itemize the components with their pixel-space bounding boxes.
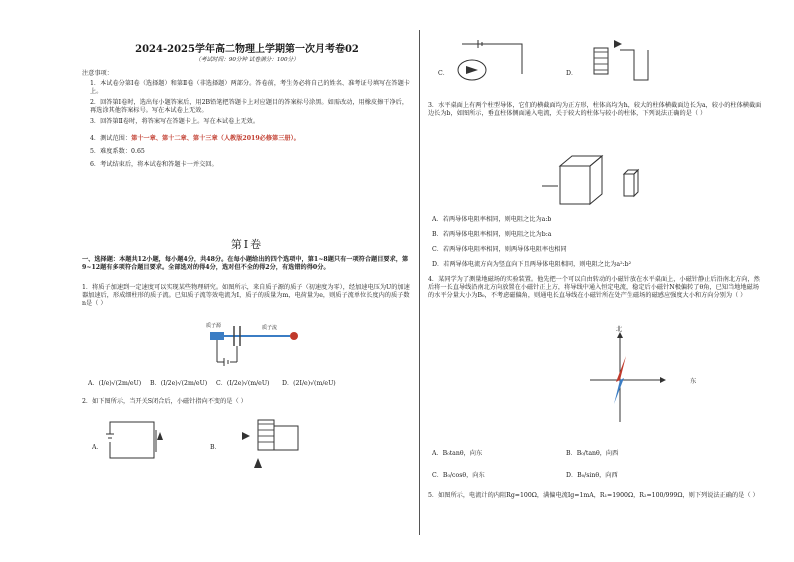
compass-diagram bbox=[560, 332, 700, 432]
east-label: 东 bbox=[690, 378, 697, 385]
q3-option-d[interactable]: D．若两导体电流方向为竖直向下且两导体电阻相同，则电阻之比为a²:b² bbox=[432, 261, 632, 268]
note-scope-label: 4．测试范围： bbox=[90, 135, 132, 142]
page-title: 2024-2025学年高二物理上学期第一次月考卷02 bbox=[135, 44, 359, 55]
q3-option-a[interactable]: A．若两导体电阻率相同，则电阻之比为a:b bbox=[432, 216, 552, 223]
q1-option-a[interactable]: A．(I/e)√(2m/eU) bbox=[88, 380, 142, 387]
q2-circuit-d bbox=[580, 38, 670, 88]
q1-option-c[interactable]: C．(I/2e)√(m/eU) bbox=[216, 380, 270, 387]
q4-option-b[interactable]: B．B₀/tanθ，向西 bbox=[566, 450, 619, 457]
proton-stream-label: 质子流 bbox=[262, 325, 278, 331]
q4-option-d[interactable]: D．B₀/sinθ，向西 bbox=[566, 472, 618, 479]
question-2: 2．如下图所示，当开关S闭合后，小磁针指向不变的是（ ） bbox=[82, 398, 247, 405]
question-5: 5．如图所示，电流计的内阻Rg=100Ω，满偏电流Ig=1mA，R₁=1900Ω，R₂=100/999Ω，则下列说法正确的是（ ） bbox=[428, 492, 759, 499]
q2-option-d[interactable]: D． bbox=[566, 70, 578, 77]
q2-option-c[interactable]: C． bbox=[438, 70, 449, 77]
q2-circuit-b bbox=[228, 412, 308, 472]
section-intro: 一、选择题：本题共12小题，每小题4分，共48分。在每小题给出的四个选项中，第1~8题只有一项符合题目要求，第9~12题有多项符合题目要求。全部选对的得4分，选对但不全的得2分，有选错的得0分。 bbox=[82, 256, 409, 271]
conductor-blocks-diagram bbox=[540, 148, 660, 210]
q3-option-c[interactable]: C．若两导体电阻率相同，则两导体电阻率也相同 bbox=[432, 246, 567, 253]
north-label: 北 bbox=[616, 326, 623, 333]
question-1: 1．将质子加速到一定速度可以实现某些物理研究。如图所示，来自质子源的质子（初速度为零），经加速电压为U的加速器加速后，形成细柱形的质子流。已知质子流等效电流为I，质子的质量为m，电荷量为e，则质子流单位长度内的质子数n是（ ） bbox=[82, 284, 410, 307]
q2-option-a[interactable]: A． bbox=[92, 444, 103, 451]
note-item: 6．考试结束后，将本试卷和答题卡一并交回。 bbox=[90, 161, 218, 168]
q3-option-b[interactable]: B．若两导体电阻率相同，则电阻之比为b:a bbox=[432, 231, 552, 238]
note-item: 5．难度系数：0.65 bbox=[90, 148, 145, 155]
note-scope: 第十一章、第十二章、第十三章（人教版2019必修第三册）。 bbox=[131, 135, 300, 142]
column-divider bbox=[419, 30, 420, 535]
section-title: 第Ⅰ卷 bbox=[230, 238, 264, 251]
exam-meta: （考试时间：90分钟 试卷满分：100分） bbox=[195, 57, 299, 63]
q2-option-b[interactable]: B． bbox=[210, 444, 221, 451]
q4-option-a[interactable]: A．B₀tanθ，向东 bbox=[432, 450, 483, 457]
q4-option-c[interactable]: C．B₀/cosθ，向东 bbox=[432, 472, 485, 479]
q1-option-b[interactable]: B．(I/2e)√(2m/eU) bbox=[150, 380, 208, 387]
proton-source-label: 质子源 bbox=[206, 323, 222, 329]
note-item: 3．回答第Ⅱ卷时，将答案写在答题卡上。写在本试卷上无效。 bbox=[90, 118, 260, 125]
note-item: 2．回答第Ⅰ卷时，选出每小题答案后，用2B铅笔把答题卡上对应题目的答案标号涂黑。如需改动，用橡皮擦干净后，再选涂其他答案标号。写在本试卷上无效。 bbox=[90, 99, 409, 114]
note-item: 1．本试卷分第Ⅰ卷（选择题）和第Ⅱ卷（非选择题）两部分。答卷前，考生务必将自己的姓名、准考证号填写在答题卡上。 bbox=[90, 80, 410, 95]
q1-option-d[interactable]: D．(2I/e)√(m/eU) bbox=[282, 380, 336, 387]
question-4: 4．某同学为了测量地磁场的实验装置。他先把一个可以自由转动的小磁针放在水平桌面上，小磁针静止后沿南北方向，然后将一长直导线沿南北方向放置在小磁针正上方，将导线中通入恒定电流，稳定后小磁针N极偏转了θ角，已知当地地磁场的水平分量大小为B₀，不考虑磁偏角，则通电长直导线在小磁针所在处产生磁场的磁感应强度大小和方向分别为（ ） bbox=[428, 276, 760, 299]
question-3: 3．水平桌面上有两个柱型导体，它们的横截面均为正方形，柱体高均为h，较大的柱体横截面边长为a，较小的柱体横截面边长为b，如图所示，垂直柱体侧面通入电流，关于较大的柱体与较小的柱体，下列说法正确的是（ ） bbox=[428, 102, 762, 117]
q2-circuit-a bbox=[108, 418, 168, 468]
notes-label: 注意事项： bbox=[82, 70, 113, 77]
q2-circuit-c bbox=[448, 38, 528, 88]
note-item bbox=[90, 135, 300, 143]
